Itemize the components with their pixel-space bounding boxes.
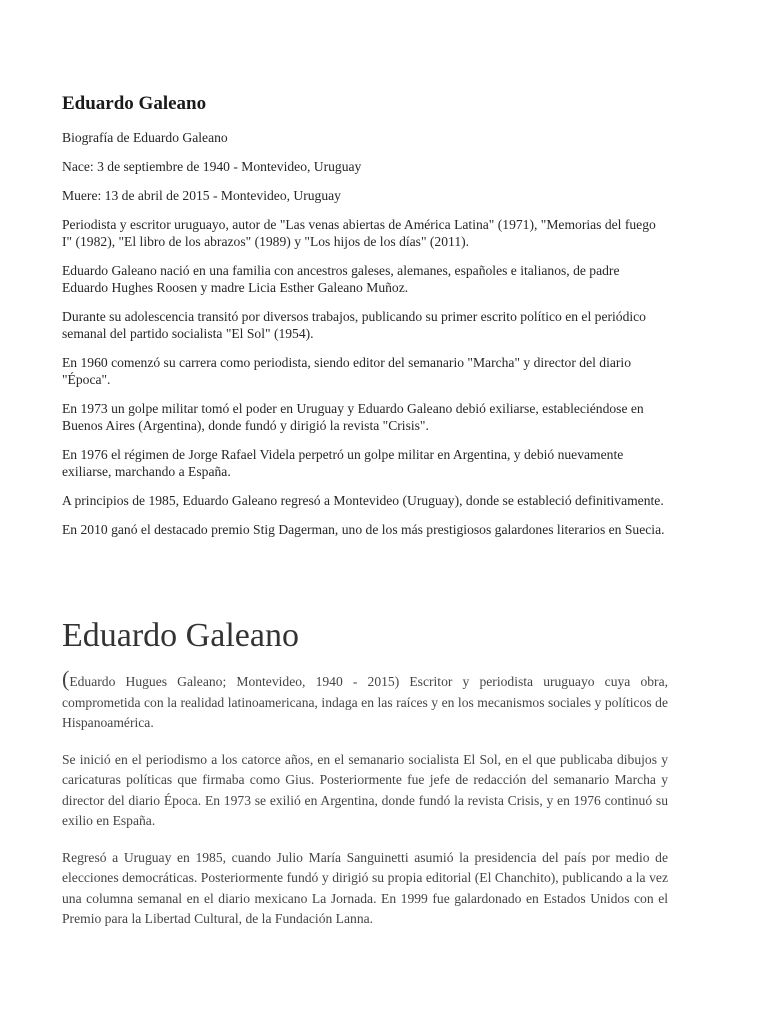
section-title: Eduardo Galeano [62,93,207,114]
paragraph: En 1973 un golpe militar tomó el poder en Uruguay y Eduardo Galeano debió exiliarse, estableciéndose en Buenos Aires (Argentina), donde fundó y dirigió la revista "Crisis". [62,401,644,433]
biography-article-section [62,614,668,946]
paragraph: Periodista y escritor uruguayo, autor de "Las venas abiertas de América Latina" (1971), "Memorias del fuego I" (1982), "El libro de los abrazos" (1989) y "Los hijos de los días" (2011). [62,217,656,249]
paragraph: Nace: 3 de septiembre de 1940 - Montevideo, Uruguay [62,159,362,174]
paragraph: A principios de 1985, Eduardo Galeano regresó a Montevideo (Uruguay), donde se estableció definitivamente. [62,493,664,508]
paragraph: En 1976 el régimen de Jorge Rafael Videla perpetró un golpe militar en Argentina, y debió nuevamente exiliarse, marchando a España. [62,447,624,479]
paragraph: Muere: 13 de abril de 2015 - Montevideo, Uruguay [62,188,341,203]
paragraph: Durante su adolescencia transitó por diversos trabajos, publicando su primer escrito político en el periódico semanal del partido socialista "El Sol" (1954). [62,309,646,341]
paragraph: Se inició en el periodismo a los catorce años, en el semanario socialista El Sol, en el que publicaba dibujos y caricaturas políticas que firmaba como Gius. Posteriormente fue jefe de redacción del semanario Marcha y director del diario Época. En 1973 se exilió en Argentina, donde fundó la revista Crisis, y en 1976 continuó su exilio en España. [62,751,668,828]
paragraph [62,666,668,734]
paragraph: Eduardo Galeano nació en una familia con ancestros galeses, alemanes, españoles e italianos, de padre Eduardo Hughes Roosen y madre Licia Esther Galeano Muñoz. [62,263,620,295]
biography-summary-section [62,92,668,550]
paragraph: Biografía de Eduardo Galeano [62,130,228,145]
paragraph: Regresó a Uruguay en 1985, cuando Julio María Sanguinetti asumió la presidencia del país por medio de elecciones democráticas. Posteriormente fundó y dirigió su propia editorial (El Chanchito), publicando a la vez una columna semanal en el diario mexicano La Jornada. En 1999 fue galardonado en Estados Unidos con el Premio para la Libertad Cultural, de la Fundación Lanna. [62,849,668,926]
paragraph-text: Eduardo Hugues Galeano; Montevideo, 1940 - 2015) Escritor y periodista uruguayo cuya obra, comprometida con la realidad latinoamericana, indaga en las raíces y en los mecanismos sociales y políticos de Hispanoamérica. [62,674,668,730]
paragraph: En 1960 comenzó su carrera como periodista, siendo editor del semanario "Marcha" y director del diario "Época". [62,355,631,387]
paragraph: En 2010 ganó el destacado premio Stig Dagerman, uno de los más prestigiosos galardones literarios en Suecia. [62,522,665,537]
article-title: Eduardo Galeano [62,617,299,654]
opening-parenthesis: ( [62,666,70,691]
